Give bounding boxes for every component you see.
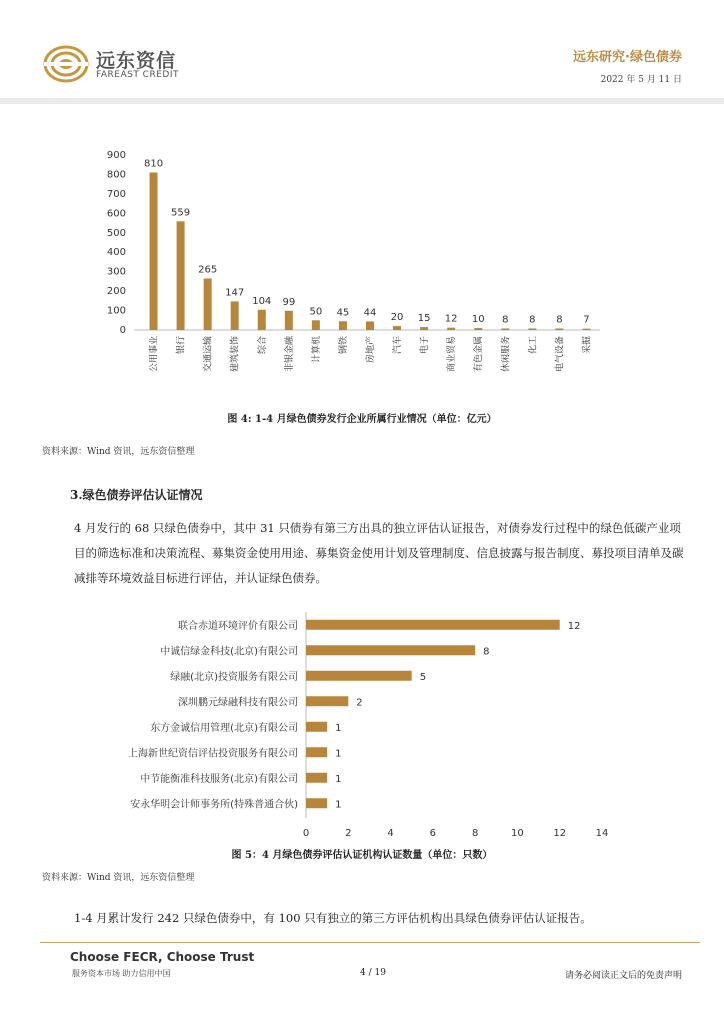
bar <box>285 311 293 330</box>
bar <box>528 328 536 330</box>
section-paragraph: 4 月发行的 68 只绿色债券中，其中 31 只债券有第三方出具的独立评估认证报告，对债券发行过程中的绿色低碳产业项目的筛选标准和决策流程、募集资金使用用途、募集资金使用计划及管理制度、信息披露与报告制度、募投项目清单及碳减排等环境效益目标进行评估，并认证绿色债券。 <box>74 521 684 585</box>
x-tick-label: 8 <box>471 828 479 836</box>
data-label: 10 <box>471 314 485 326</box>
report-date: 2022 年 5 月 11 日 <box>600 75 682 85</box>
x-tick-label: 14 <box>595 828 609 836</box>
x-tick-label: 0 <box>302 828 310 836</box>
brand-name-cn: 远东资信 <box>96 50 177 72</box>
bar <box>501 328 509 330</box>
y-tick-label: 100 <box>106 305 126 317</box>
category-label: 安永华明会计师事务所(特殊普通合伙) <box>130 799 298 811</box>
bar <box>339 321 347 330</box>
data-label: 20 <box>390 312 404 324</box>
footer-divider <box>40 942 700 943</box>
y-tick-label: 400 <box>106 247 126 259</box>
category-label: 联合赤道环境评价有限公司 <box>178 620 298 632</box>
category-label: 钢铁 <box>338 336 349 355</box>
category-label: 中诚信绿金科技(北京)有限公司 <box>160 646 298 658</box>
bar <box>306 722 327 732</box>
category-label: 交通运输 <box>203 336 214 373</box>
y-tick-label: 700 <box>106 188 126 200</box>
category-label: 计算机 <box>311 336 322 364</box>
data-label: 50 <box>309 306 323 318</box>
category-label: 非银金融 <box>284 336 295 373</box>
category-label: 房地产 <box>366 336 376 364</box>
category-label: 上海新世纪资信评估投资服务有限公司 <box>128 748 298 760</box>
fareast-logo-icon <box>42 44 90 84</box>
y-tick-label: 0 <box>119 325 126 336</box>
x-tick-label: 4 <box>387 828 394 836</box>
category-label: 电气设备 <box>555 336 566 373</box>
bar <box>177 221 185 330</box>
x-tick-label: 12 <box>553 828 567 836</box>
data-label: 44 <box>363 307 377 319</box>
bar <box>582 329 590 330</box>
bar <box>474 328 482 330</box>
data-label: 7 <box>583 314 590 326</box>
data-label: 8 <box>483 646 490 658</box>
data-label: 8 <box>502 314 509 326</box>
y-tick-label: 600 <box>106 208 126 220</box>
bar <box>231 301 239 330</box>
bar <box>306 798 327 808</box>
data-label: 12 <box>567 620 581 632</box>
data-label: 147 <box>225 287 245 299</box>
category-label: 中节能衡准科技服务(北京)有限公司 <box>140 773 298 785</box>
data-label: 104 <box>252 295 272 307</box>
y-tick-label: 900 <box>106 150 126 161</box>
closing-paragraph: 1-4 月累计发行 242 只绿色债券中，有 100 只有独立的第三方评估机构出具绿色债券评估认证报告。 <box>74 911 592 925</box>
figure4-source: 资料来源：Wind 资讯，远东资信整理 <box>42 447 195 457</box>
category-label: 东方金诚信用管理(北京)有限公司 <box>150 722 298 734</box>
y-tick-label: 500 <box>106 227 126 239</box>
data-label: 5 <box>419 671 427 683</box>
category-label: 电子 <box>420 336 431 355</box>
data-label: 45 <box>336 307 350 319</box>
category-label: 银行 <box>176 336 187 355</box>
bar <box>366 321 374 330</box>
y-tick-label: 300 <box>106 266 126 278</box>
brand-name-en: FAREAST CREDIT <box>96 70 179 80</box>
data-label: 8 <box>529 314 536 326</box>
category-label: 化工 <box>528 336 539 355</box>
category-label: 绿融(北京)投资服务有限公司 <box>170 671 298 683</box>
category-label: 综合 <box>257 336 268 355</box>
y-tick-label: 200 <box>106 286 126 298</box>
section-title: 3.绿色债券评估认证情况 <box>70 488 203 502</box>
figure5-source: 资料来源：Wind 资讯，远东资信整理 <box>42 873 195 883</box>
bar <box>306 645 475 655</box>
page-number: 4 / 19 <box>360 968 386 978</box>
data-label: 1 <box>335 773 342 785</box>
bar <box>420 327 428 330</box>
bar <box>204 278 212 330</box>
bar <box>306 620 560 630</box>
data-label: 8 <box>556 314 563 326</box>
bar <box>306 671 412 681</box>
category-label: 商业贸易 <box>447 336 458 373</box>
bar <box>447 328 455 330</box>
industry-bar-chart <box>100 140 620 380</box>
bar <box>306 747 327 757</box>
bar <box>555 328 563 330</box>
report-series-title: 远东研究·绿色债券 <box>573 50 682 65</box>
data-label: 12 <box>444 313 458 325</box>
bar <box>258 310 266 330</box>
bar <box>393 326 401 330</box>
x-tick-label: 2 <box>345 828 352 836</box>
category-label: 采掘 <box>582 336 593 355</box>
category-label: 深圳鹏元绿融科技有限公司 <box>178 697 298 709</box>
footer-disclaimer: 请务必阅读正文后的免责声明 <box>564 971 682 981</box>
data-label: 265 <box>198 264 218 276</box>
bar <box>306 696 348 706</box>
x-tick-label: 6 <box>429 828 437 836</box>
bar <box>312 320 320 330</box>
data-label: 15 <box>417 313 431 325</box>
data-label: 99 <box>282 296 296 308</box>
bar <box>306 773 327 783</box>
data-label: 1 <box>335 748 342 760</box>
bar <box>150 173 158 331</box>
figure4-caption: 图 4: 1-4 月绿色债券发行企业所属行业情况（单位：亿元） <box>227 414 497 425</box>
y-tick-label: 800 <box>106 169 126 181</box>
data-label: 810 <box>143 158 164 170</box>
category-label: 休闲服务 <box>501 336 512 373</box>
category-label: 汽车 <box>393 336 404 355</box>
figure5-caption: 图 5：4 月绿色债券评估认证机构认证数量（单位：只数） <box>231 850 493 861</box>
data-label: 1 <box>335 799 342 811</box>
data-label: 559 <box>171 207 191 219</box>
header-divider <box>0 98 724 104</box>
x-tick-label: 10 <box>511 828 524 836</box>
certifier-bar-chart <box>40 606 640 836</box>
data-label: 1 <box>335 722 342 734</box>
data-label: 2 <box>356 697 363 709</box>
category-label: 有色金属 <box>474 336 485 373</box>
category-label: 公用事业 <box>149 336 160 373</box>
footer-brand: Choose FECR, Choose Trust <box>70 950 255 964</box>
category-label: 建筑装饰 <box>230 336 241 373</box>
footer-slogan: 服务资本市场 助力信用中国 <box>72 969 171 978</box>
